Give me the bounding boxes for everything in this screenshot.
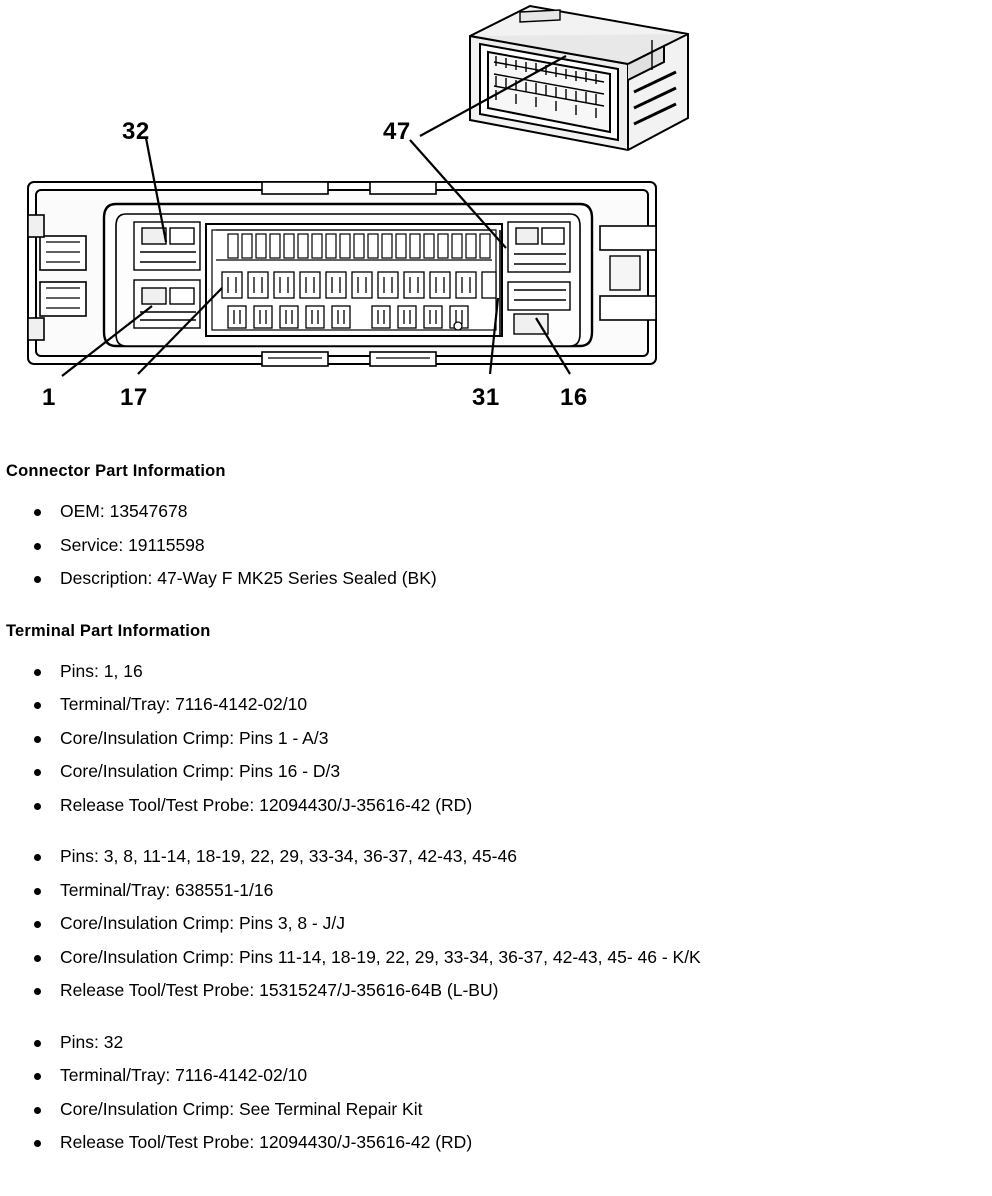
callout-31: 31 <box>472 384 500 411</box>
list-item: Terminal/Tray: 7116-4142-02/10 <box>0 688 992 722</box>
connector-3d-view <box>470 6 688 150</box>
terminal-group-2-list <box>0 840 992 1008</box>
list-item: Core/Insulation Crimp: See Terminal Repair Kit <box>0 1093 992 1127</box>
list-item: Pins: 3, 8, 11-14, 18-19, 22, 29, 33-34, 36-37, 42-43, 45-46 <box>0 840 992 874</box>
list-item: Release Tool/Test Probe: 15315247/J-35616-64B (L-BU) <box>0 974 992 1008</box>
list-item: Service: 19115598 <box>0 529 992 563</box>
list-item: Release Tool/Test Probe: 12094430/J-35616-42 (RD) <box>0 789 992 823</box>
terminal-group-3-list <box>0 1026 992 1160</box>
callout-1: 1 <box>42 384 56 411</box>
list-item: Terminal/Tray: 638551-1/16 <box>0 874 992 908</box>
connector-illustration <box>0 0 992 430</box>
list-item: Core/Insulation Crimp: Pins 3, 8 - J/J <box>0 907 992 941</box>
connector-part-information-list <box>0 495 992 596</box>
list-item: Core/Insulation Crimp: Pins 16 - D/3 <box>0 755 992 789</box>
list-item: Pins: 32 <box>0 1026 992 1060</box>
callout-17: 17 <box>120 384 148 411</box>
list-item: Core/Insulation Crimp: Pins 1 - A/3 <box>0 722 992 756</box>
callout-32: 32 <box>122 118 150 145</box>
callout-47: 47 <box>383 118 411 145</box>
connector-figure <box>0 0 992 430</box>
callout-16: 16 <box>560 384 588 411</box>
list-item: Terminal/Tray: 7116-4142-02/10 <box>0 1059 992 1093</box>
list-item: Pins: 1, 16 <box>0 655 992 689</box>
list-item: Description: 47-Way F MK25 Series Sealed (BK) <box>0 562 992 596</box>
terminal-part-information-heading: Terminal Part Information <box>6 621 211 640</box>
terminal-group-1-list <box>0 655 992 823</box>
part-information-content <box>0 462 992 1160</box>
connector-part-information-heading: Connector Part Information <box>6 462 226 480</box>
connector-front-view <box>28 182 656 366</box>
list-item: OEM: 13547678 <box>0 495 992 529</box>
list-item: Release Tool/Test Probe: 12094430/J-35616-42 (RD) <box>0 1126 992 1160</box>
list-item: Core/Insulation Crimp: Pins 11-14, 18-19, 22, 29, 33-34, 36-37, 42-43, 45- 46 - K/K <box>0 941 992 975</box>
